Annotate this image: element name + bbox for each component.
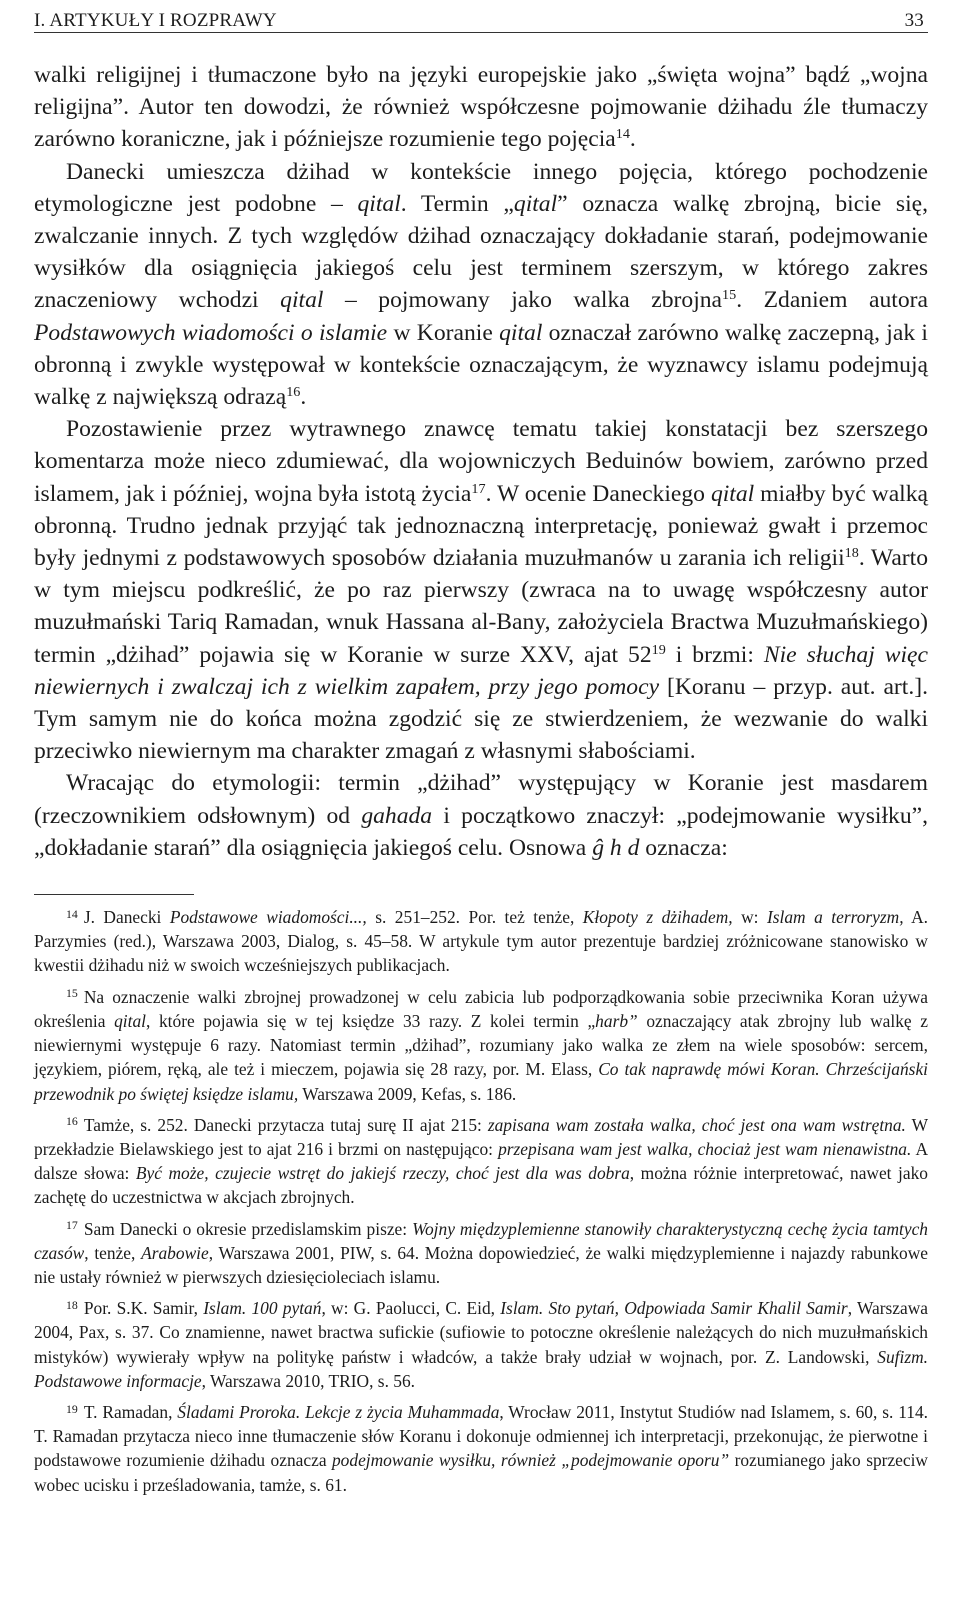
footnote-15: $^{15}$ Na oznaczenie walki zbrojnej prowadzonej w celu zabicia lub podporządkowania sobie przeciwnika Koran używa określenia qital, które pojawia się w tej księdze 33 razy. Z kolei termin „harb” oznaczający atak zbrojny lub walkę z niewiernymi występuje 6 razy. Natomiast termin „dżihad”, rozumiany jako walka ze złem na wiele sposobów: sercem, językiem, piórem, ręką, ale też i mieczem, pojawia się 28 razy, por. M. Elass, Co tak naprawdę mówi Koran. Chrześcijański przewodnik po świętej księdze islamu, Warszawa 2009, Kefas, s. 186. — [34, 986, 928, 1104]
footnote-18: $^{18}$ Por. S.K. Samir, Islam. 100 pytań, w: G. Paolucci, C. Eid, Islam. Sto pytań, Odpowiada Samir Khalil Samir, Warszawa 2004, Pax, s. 37. Co znamienne, nawet bractwa sufickie (sufiowie to potoczne określenie należących do nich muzułmańskich mistyków) wywierały wpływ na politykę państw i władców, a także brały udział w wojnach, por. Z. Landowski, Sufizm. Podstawowe informacje, Warszawa 2010, TRIO, s. 56. — [34, 1297, 928, 1391]
footnote-ref-18[interactable]: 18 — [844, 545, 859, 562]
main-text — [34, 59, 928, 864]
footnote-17: $^{17}$ Sam Danecki o okresie przedislamskim pisze: Wojny międzyplemienne stanowiły charakterystyczną cechę życia tamtych czasów, tenże, Arabowie, Warszawa 2001, PIW, s. 64. Można dopowiedzieć, że walki międzyplemienne i najazdy rabunkowe nie ustały również w pierwszych dziesięcioleciach islamu. — [34, 1218, 928, 1287]
paragraph-2: Danecki umieszcza dżihad w kontekście innego pojęcia, którego pochodzenie etymologiczne jest podobne – qital. Termin „qital” oznacza walkę zbrojną, bicie się, zwalczanie innych. Z tych względów dżihad oznaczający dokładanie starań, podejmowanie wysiłków dla osiągnięcia jakiegoś celu jest terminem szerszym, w którego zakres znaczeniowy wchodzi qital – pojmowany jako walka zbrojna$^{15}$. Zdaniem autora Podstawowych wiadomości o islamie w Koranie qital oznaczał zarówno walkę zaczepną, jak i obronną i zwykle występował w kontekście oznaczającym, że wyznawcy islamu podejmują walkę z największą odrazą$^{16}$. — [34, 158, 928, 411]
footnote-ref-14[interactable]: 14 — [615, 126, 630, 143]
footnote-ref-17[interactable]: 17 — [471, 480, 486, 497]
quran-quote: Nie słuchaj więc niewiernych i zwalczaj ich z wielkim zapałem, przy jego pomocy — [34, 641, 928, 700]
paragraph-3: Pozostawienie przez wytrawnego znawcę tematu takiej konstatacji bez szerszego komentarza może nieco zdumiewać, dla wojowniczych Beduinów bowiem, zarówno przed islamem, jak i później, wojna była istotą życia$^{17}$. W ocenie Daneckiego qital miałby być walką obronną. Trudno jednak przyjąć tak jednoznaczną interpretację, ponieważ gwałt i przemoc były jednymi z podstawowych sposobów działania muzułmanów u zarania ich religii$^{18}$. Warto w tym miejscu podkreślić, że po raz pierwszy (zwraca na to uwagę współczesny autor muzułmański Tariq Ramadan, wnuk Hassana al-Bany, założyciela Bractwa Muzułmańskiego) termin „dżihad” pojawia się w Koranie w surze XXV, ajat $52^{19}$ i brzmi: Nie słuchaj więc niewiernych i zwalczaj ich z wielkim zapałem, przy jego pomocy [Koranu – przyp. aut. art.]. Tym samym nie do końca można zgodzić się ze stwierdzeniem, że wezwanie do walki przeciwko niewiernym ma charakter zmagań z własnymi słabościami. — [34, 416, 928, 765]
footnote-ref-19[interactable]: 19 — [651, 641, 666, 658]
footnote-19: $^{19}$ T. Ramadan, Śladami Proroka. Lekcje z życia Muhammada, Wrocław 2011, Instytut Studiów nad Islamem, s. 60, s. 114. T. Ramadan przytacza nieco inne tłumaczenie słów Koranu i dokonuje odmiennej ich interpretacji, przekonując, że pierwotne i podstawowe rozumienie dżihadu oznacza podejmowanie wysiłku, również „podejmowanie oporu” rozumianego jako sprzeciw wobec ucisku i prześladowania, tamże, s. 61. — [34, 1401, 928, 1495]
footnote-ref-16[interactable]: 16 — [286, 384, 301, 401]
page-number: 33 — [904, 10, 924, 31]
footnotes — [34, 905, 928, 1497]
paragraph-1: walki religijnej i tłumaczone było na języki europejskie jako „święta wojna” bądź „wojna religijna”. Autor ten dowodzi, że również współczesne pojmowanie dżihadu źle tłumaczy zarówno koraniczne, jak i późniejsze rozumienie tego pojęcia$^{14}$. — [34, 62, 928, 153]
footnote-14: $^{14}$ J. Danecki Podstawowe wiadomości..., s. 251–252. Por. też tenże, Kłopoty z dżihadem, w: Islam a terroryzm, A. Parzymies (red.), Warszawa 2003, Dialog, s. 45–58. W artykule tym autor prezentuje bardziej zróżnicowane stanowisko w kwestii dżihadu niż w swoich wcześniejszych publikacjach. — [34, 906, 929, 976]
footnote-ref-15[interactable]: 15 — [722, 287, 737, 304]
running-header — [34, 0, 928, 33]
section-title: I. ARTYKUŁY I ROZPRAWY — [34, 10, 277, 31]
footnote-separator — [34, 894, 194, 895]
footnote-16: $^{16}$ Tamże, s. 252. Danecki przytacza tutaj surę II ajat 215: zapisana wam została walka, choć jest ona wam wstrętna. W przekładzie Bielawskiego jest to ajat 216 i brzmi on następująco: przepisana wam jest walka, chociaż jest wam nienawistna. A dalsze słowa: Być może, czujecie wstręt do jakiejś rzeczy, choć jest dla was dobra, można różnie interpretować, nawet jako zachętę do uczestnictwa w akcjach zbrojnych. — [34, 1114, 928, 1208]
paragraph-4: Wracając do etymologii: termin „dżihad” występujący w Koranie jest masdarem (rzeczownikiem odsłownym) od gahada i początkowo znaczył: „podejmowanie wysiłku”, „dokładanie starań” dla osiągnięcia jakiegoś celu. Osnowa ĝ h d oznacza: — [34, 770, 928, 861]
